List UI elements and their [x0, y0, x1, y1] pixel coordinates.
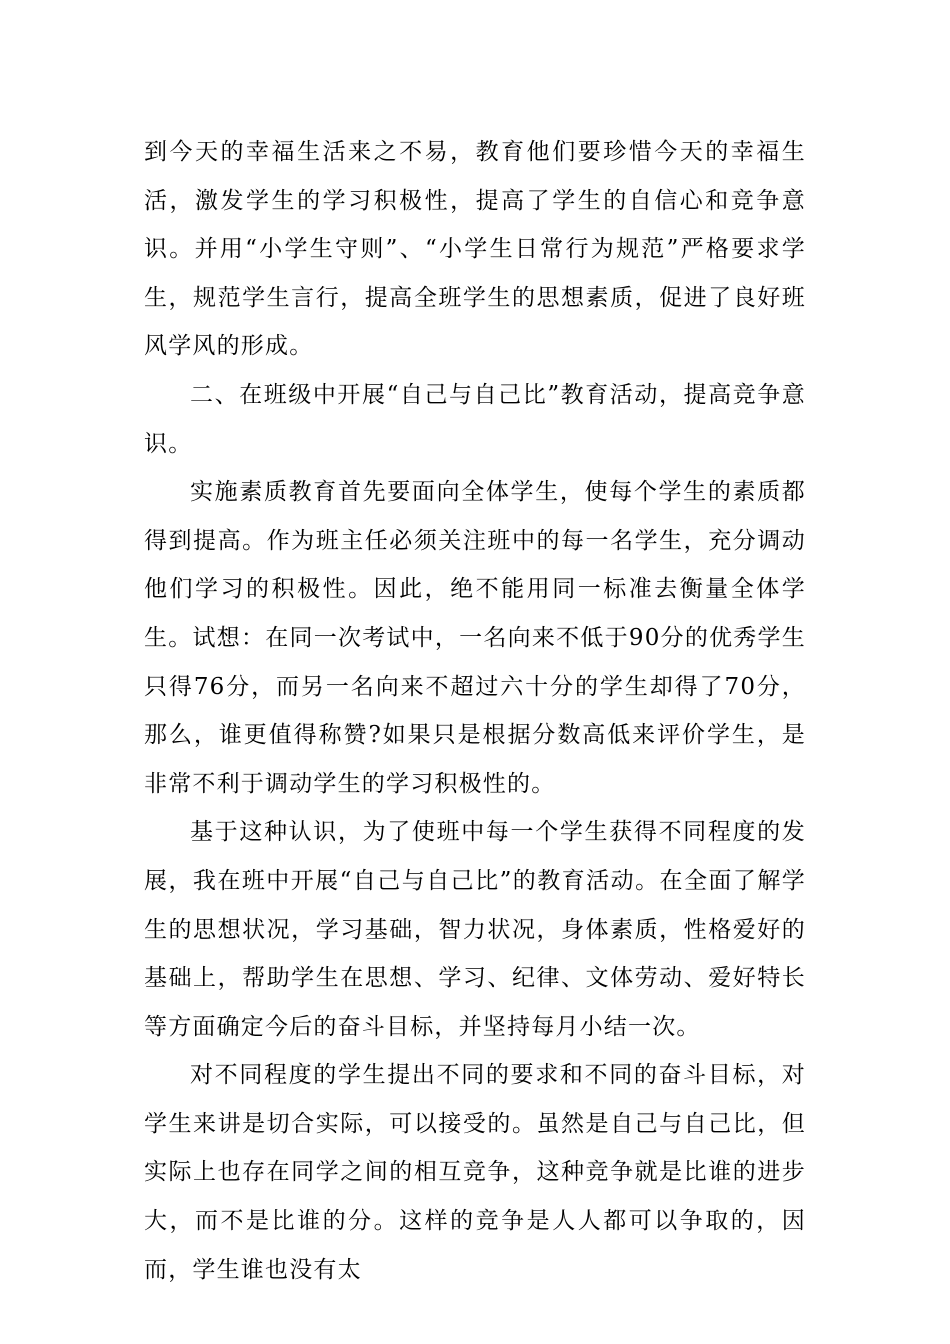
paragraph-continuation: 到今天的幸福生活来之不易，教育他们要珍惜今天的幸福生活，激发学生的学习积极性，提高了学生的自信心和竞争意识。并用“小学生守则”、“小学生日常行为规范”严格要求学生，规范学生言行，提高全班学生的思想素质，促进了良好班风学风的形成。: [144, 139, 806, 360]
document-page: [144, 128, 806, 1294]
paragraph-self-comparison-activity: 基于这种认识，为了使班中每一个学生获得不同程度的发展，我在班中开展“自己与自己比”的教育活动。在全面了解学生的思想状况，学习基础，智力状况，身体素质，性格爱好的基础上，帮助学生在思想、学习、纪律、文体劳动、爱好特长等方面确定今后的奋斗目标，并坚持每月小结一次。: [144, 819, 806, 1040]
paragraph-different-goals: 对不同程度的学生提出不同的要求和不同的奋斗目标，对学生来讲是切合实际，可以接受的。虽然是自己与自己比，但实际上也存在同学之间的相互竞争，这种竞争就是比谁的进步大，而不是比谁的分。这样的竞争是人人都可以争取的，因而，学生谁也没有太: [144, 1062, 806, 1283]
section-heading-two: 二、在班级中开展“自己与自己比”教育活动，提高竞争意识。: [144, 381, 806, 457]
paragraph-quality-education: 实施素质教育首先要面向全体学生，使每个学生的素质都得到提高。作为班主任必须关注班中的每一名学生，充分调动他们学习的积极性。因此，绝不能用同一标准去衡量全体学生。试想：在同一次考试中，一名向来不低于90分的优秀学生只得76分，而另一名向来不超过六十分的学生却得了70分，那么，谁更值得称赞?如果只是根据分数高低来评价学生，是非常不利于调动学生的学习积极性的。: [144, 479, 806, 797]
